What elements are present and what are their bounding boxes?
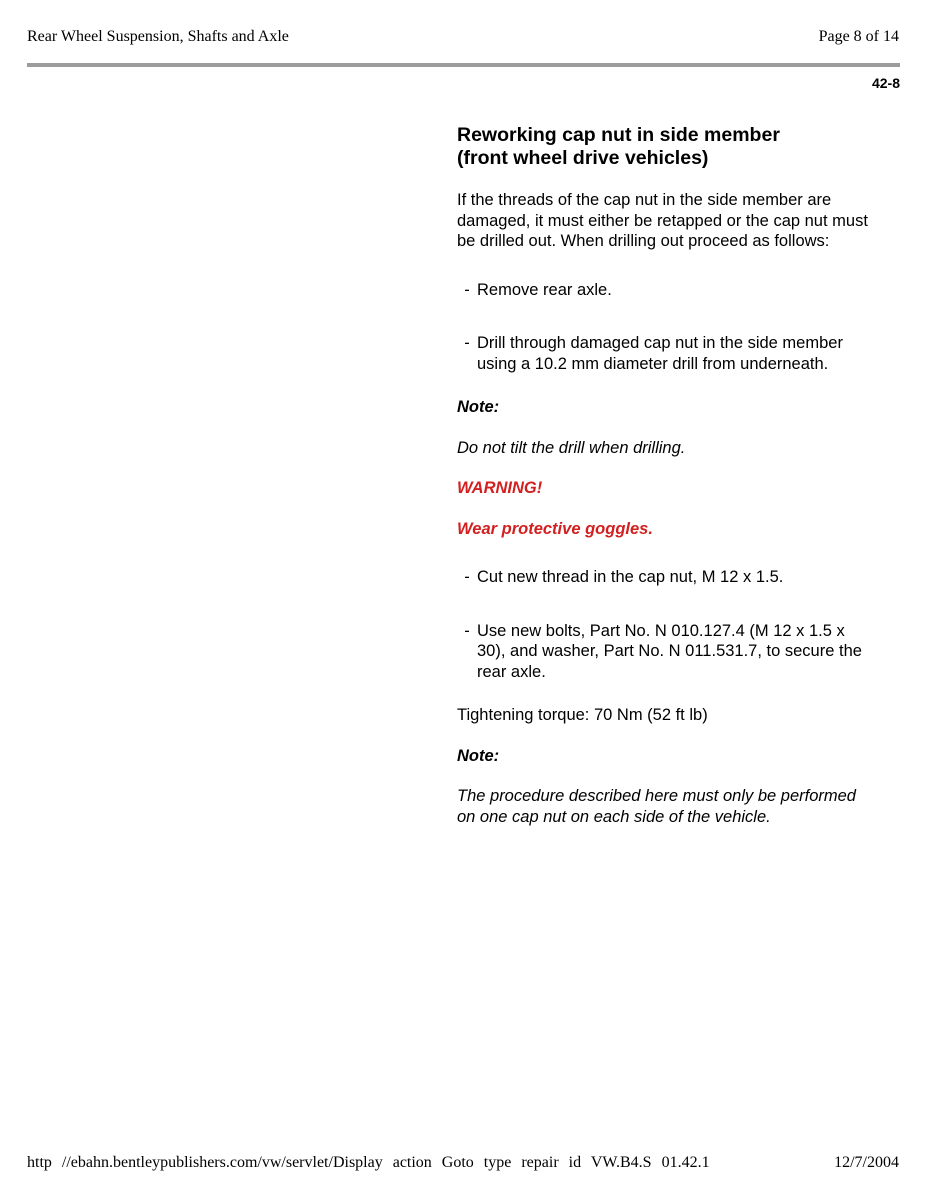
note-text: Do not tilt the drill when drilling. [457,438,686,457]
step-bullet: - [464,280,470,299]
page-footer [27,1154,899,1172]
step-item [457,621,877,683]
heading-line-1: Reworking cap nut in side member [457,124,780,146]
step-bullet: - [464,334,470,352]
procedure-content [457,124,877,847]
page-indicator: Page 8 of 14 [818,28,899,45]
note-label: Note: [457,746,500,765]
section-page-code: 42-8 [871,75,900,91]
header-divider [27,63,900,67]
section-heading [457,124,877,170]
warning-text: Wear protective goggles. [457,519,653,538]
step-text: Drill through damaged cap nut in the side member using a 10.2 mm diameter drill from underneath. [477,334,843,373]
step-text: Remove rear axle. [477,280,612,299]
print-date: 12/7/2004 [834,1154,899,1171]
document-title: Rear Wheel Suspension, Shafts and Axle [27,28,289,45]
heading-line-2: (front wheel drive vehicles) [457,147,709,169]
note-text: The procedure described here must only be performed on one cap nut on each side of the vehicle. [457,787,856,826]
step-item [457,333,877,374]
note-label: Note: [457,398,500,416]
source-url: http //ebahn.bentleypublishers.com/vw/servlet/Display action Goto type repair id VW.B4.S 01.42.1 [27,1154,710,1171]
step-item [457,280,877,301]
step-text: Use new bolts, Part No. N 010.127.4 (M 12 x 1.5 x 30), and washer, Part No. N 011.531.7, to secure the rear axle. [477,621,862,681]
step-text: Cut new thread in the cap nut, M 12 x 1.5. [477,568,784,586]
step-bullet: - [464,568,470,586]
intro-paragraph: If the threads of the cap nut in the side member are damaged, it must either be retapped or the cap nut must be drilled out. When drilling out proceed as follows: [457,191,868,250]
step-item [457,567,877,588]
step-bullet: - [464,621,470,640]
tightening-torque: Tightening torque: 70 Nm (52 ft lb) [457,706,708,724]
warning-label: WARNING! [457,479,543,497]
